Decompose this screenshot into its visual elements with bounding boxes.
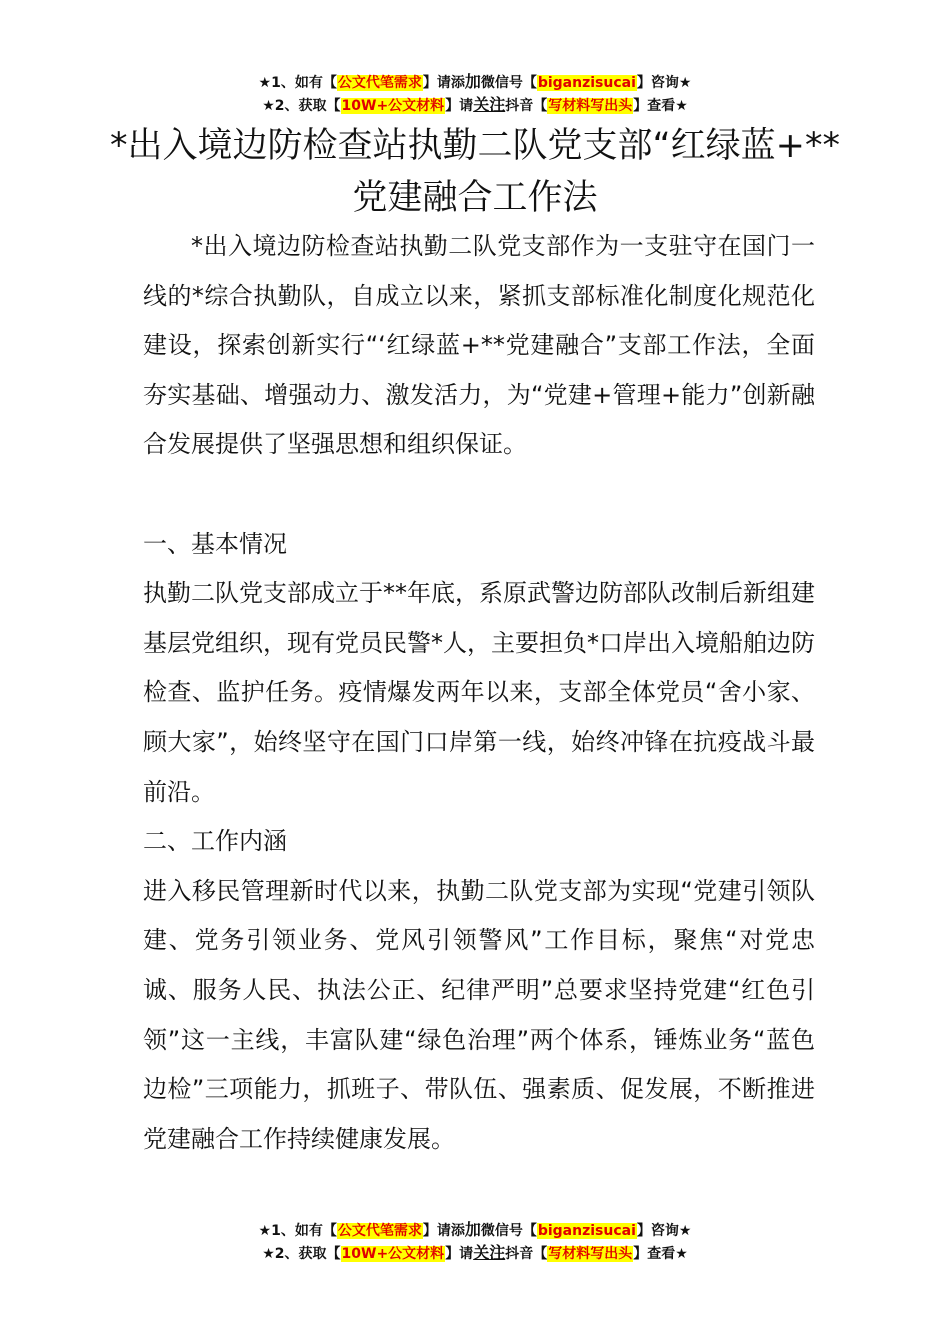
paragraph-gap bbox=[143, 470, 815, 520]
highlight-text: 10W+公文材料 bbox=[341, 1246, 445, 1262]
banner-text: ★2、获取【 bbox=[262, 98, 341, 114]
banner-text: 抖音【 bbox=[505, 1246, 548, 1262]
banner-text: ★1、如有【 bbox=[258, 1223, 337, 1239]
douyin-highlight: 写材料写出头 bbox=[548, 98, 633, 114]
banner-text: 】查看★ bbox=[633, 1246, 688, 1262]
intro-paragraph: *出入境边防检查站执勤二队党支部作为一支驻守在国门一线的*综合执勤队，自成立以来，紧抓支部标准化制度化规范化建设，探索创新实行“‘红绿蓝+**党建融合”支部工作法，全面夯实基础、增强动力、激发活力，为“党建+管理+能力”创新融合发展提供了坚强思想和组织保证。 bbox=[143, 232, 815, 459]
douyin-highlight: 写材料写出头 bbox=[548, 1246, 633, 1262]
document-body bbox=[143, 222, 815, 1164]
banner-text: 】咨询★ bbox=[636, 75, 692, 91]
banner-text: ★1、如有【 bbox=[258, 75, 337, 91]
highlight-text: 10W+公文材料 bbox=[341, 98, 445, 114]
banner-text: 加 bbox=[464, 72, 481, 91]
section-heading: 二、工作内涵 bbox=[143, 827, 287, 856]
banner-text: 抖音【 bbox=[505, 98, 548, 114]
banner-text: 】咨询★ bbox=[636, 1223, 692, 1239]
banner-line-1 bbox=[0, 70, 950, 93]
banner-line-2 bbox=[0, 1241, 950, 1264]
highlight-text: 公文代笔需求 bbox=[337, 75, 422, 91]
banner-line-2 bbox=[0, 93, 950, 116]
banner-text: 】请 bbox=[445, 1246, 474, 1262]
banner-text: 】请 bbox=[445, 98, 474, 114]
banner-text: 】请添 bbox=[422, 75, 465, 91]
section-heading: 一、基本情况 bbox=[143, 529, 287, 558]
banner-text: 关注 bbox=[473, 1243, 506, 1262]
section-paragraph: 进入移民管理新时代以来，执勤二队党支部为实现“党建引领队建、党务引领业务、党风引领警风”工作目标，聚焦“对党忠诚、服务人民、执法公正、纪律严明”总要求坚持党建“红色引领”这一主线，丰富队建“绿色治理”两个体系，锤炼业务“蓝色边检”三项能力，抓班子、带队伍、强素质、促发展，不断推进党建融合工作持续健康发展。 bbox=[143, 876, 815, 1153]
banner-text: 加 bbox=[464, 1220, 481, 1239]
footer-banner bbox=[0, 1218, 950, 1264]
highlight-text: 公文代笔需求 bbox=[337, 1223, 422, 1239]
wechat-id-highlight: biganzisucai bbox=[537, 1223, 636, 1239]
document-title: *出入境边防检查站执勤二队党支部“红绿蓝+**党建融合工作法 bbox=[110, 126, 840, 218]
banner-text: 微信号【 bbox=[480, 1223, 537, 1239]
wechat-id-highlight: biganzisucai bbox=[537, 75, 636, 91]
section-paragraph: 执勤二队党支部成立于**年底，系原武警边防部队改制后新组建基层党组织，现有党员民警*人，主要担负*口岸出入境船舶边防检查、监护任务。疫情爆发两年以来，支部全体党员“舍小家、顾大家”，始终坚守在国门口岸第一线，始终冲锋在抗疫战斗最前沿。 bbox=[143, 579, 815, 806]
header-banner bbox=[0, 70, 950, 116]
banner-line-1 bbox=[0, 1218, 950, 1241]
banner-text: 微信号【 bbox=[480, 75, 537, 91]
banner-text: 】查看★ bbox=[633, 98, 688, 114]
banner-text: ★2、获取【 bbox=[262, 1246, 341, 1262]
banner-text: 】请添 bbox=[422, 1223, 465, 1239]
banner-text: 关注 bbox=[473, 95, 506, 114]
